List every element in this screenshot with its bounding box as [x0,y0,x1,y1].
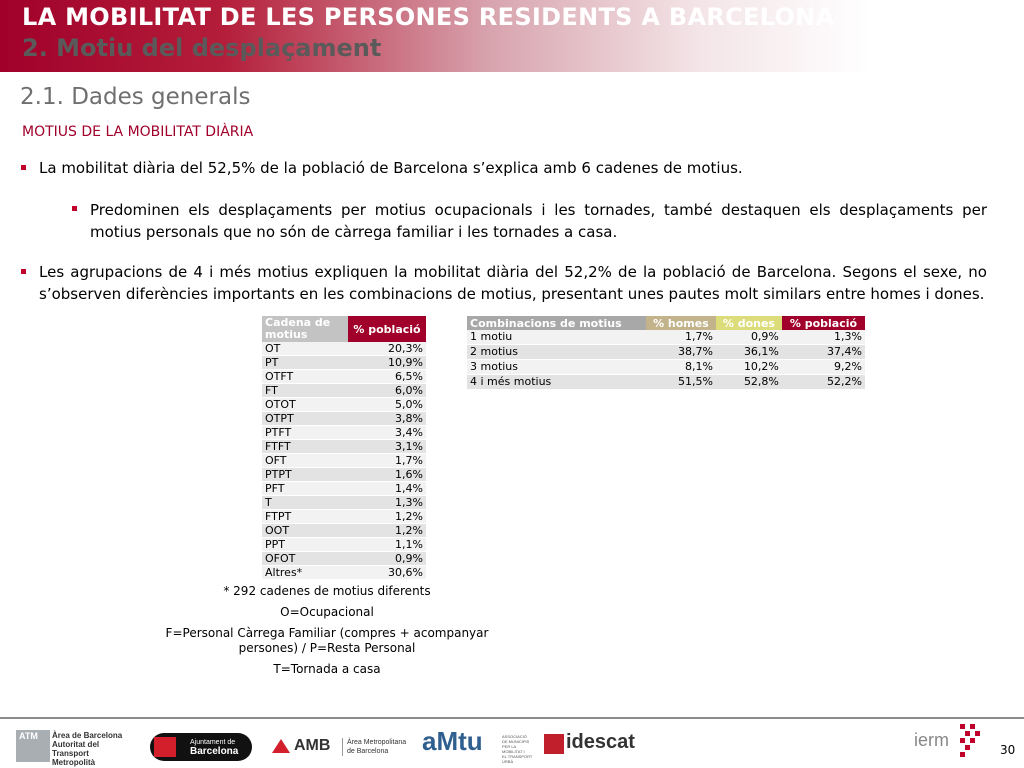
cadena-cell: PT [262,356,348,370]
table-row [262,552,426,566]
section-title: 2.1. Dades generals [20,84,251,110]
percent-cell: 1,3% [782,330,865,345]
note: * 292 cadenes de motius diferents [223,584,431,598]
barcelona-shield-icon [154,737,176,757]
table-row [262,468,426,482]
percent-cell: 0,9% [348,552,426,566]
table-row [262,510,426,524]
amtu-text: PER LA MOBILITAT I [502,744,525,754]
ajuntament-text: Barcelona [190,746,239,757]
combinacions-motius-table [467,316,865,390]
bullet-square-icon [21,165,26,170]
percent-cell: 5,0% [348,398,426,412]
amtu-text: ASSOCIACIÓ [502,734,527,739]
percent-cell: 9,2% [782,360,865,375]
footer-divider [0,717,1024,719]
table-header: % població [782,316,865,330]
cadena-cell: OTOT [262,398,348,412]
cadena-cell: PFT [262,482,348,496]
table-row [467,375,865,390]
percent-cell: 1,3% [348,496,426,510]
percent-cell: 1,4% [348,482,426,496]
percent-cell: 1,7% [646,330,716,345]
table-row [467,360,865,375]
combinacio-cell: 2 motius [467,345,646,360]
cadena-cell: FTPT [262,510,348,524]
amtu-logo [422,726,536,764]
table-row [262,482,426,496]
combinacio-cell: 3 motius [467,360,646,375]
amtu-text: EL TRANSPORT URBÀ [502,754,533,764]
idescat-mark: idescat [566,731,635,753]
table-row [262,384,426,398]
cadena-cell: OOT [262,524,348,538]
cadena-cell: Altres* [262,566,348,580]
percent-cell: 1,2% [348,524,426,538]
cadena-cell: OTPT [262,412,348,426]
percent-cell: 10,2% [716,360,782,375]
cadena-cell: OFT [262,454,348,468]
amb-logo [272,735,412,761]
cadenes-motius-table [262,316,426,580]
table-row [262,398,426,412]
cadena-cell: OTFT [262,370,348,384]
table-row [262,524,426,538]
table-row [262,426,426,440]
table-row [262,566,426,580]
page-number: 30 [1000,743,1016,757]
percent-cell: 8,1% [646,360,716,375]
percent-cell: 10,9% [348,356,426,370]
amb-triangle-icon [272,739,290,753]
percent-cell: 1,7% [348,454,426,468]
percent-cell: 3,8% [348,412,426,426]
bullet-item [39,157,987,179]
atm-text: Àrea de Barcelona [52,731,123,740]
table-row [262,496,426,510]
percent-cell: 3,1% [348,440,426,454]
cadena-cell: FT [262,384,348,398]
amb-text: Àrea Metropolitana [347,739,407,746]
cadena-cell: OFOT [262,552,348,566]
bullet-item-nested [90,199,987,243]
table-row [262,454,426,468]
table-header: % població [348,316,426,342]
table-row [262,342,426,356]
table-header: % homes [646,316,716,330]
percent-cell: 37,4% [782,345,865,360]
table-row [262,356,426,370]
table-notes [152,584,502,683]
table-header: Cadena de motius [262,316,348,342]
note: T=Tornada a casa [273,662,381,676]
subsection-title: MOTIUS DE LA MOBILITAT DIÀRIA [22,124,254,140]
table-header: % dones [716,316,782,330]
table-header: Combinacions de motius [467,316,646,330]
cadena-cell: T [262,496,348,510]
bullet-square-icon [21,269,26,274]
bullet-item [39,261,987,305]
atm-text: Autoritat del Transport [52,740,100,758]
percent-cell: 1,1% [348,538,426,552]
note: O=Ocupacional [280,605,374,619]
table-row [467,330,865,345]
cadena-cell: PTFT [262,426,348,440]
combinacio-cell: 4 i més motius [467,375,646,390]
cadena-cell: PPT [262,538,348,552]
percent-cell: 52,2% [782,375,865,390]
idescat-logo [544,732,648,756]
bullet-text: Les agrupacions de 4 i més motius expliquen la mobilitat diària del 52,2% de la població de Barcelona. Segons el sexe, no s’observen diferències importants en les combinacions de motius, presentant unes pautes molt similars entre homes i dones. [39,263,987,303]
bullet-text: La mobilitat diària del 52,5% de la població de Barcelona s’explica amb 6 cadenes de motius. [39,159,743,177]
percent-cell: 1,2% [348,510,426,524]
ierm-mark: ierm [914,730,949,750]
amb-text: de Barcelona [347,748,389,755]
percent-cell: 20,3% [348,342,426,356]
percent-cell: 52,8% [716,375,782,390]
bullet-text: Predominen els desplaçaments per motius ocupacionals i les tornades, també destaquen els desplaçaments per motius personals que no són de càrrega familiar i les tornades a casa. [90,201,987,241]
table-row [262,412,426,426]
percent-cell: 6,0% [348,384,426,398]
table-row [467,345,865,360]
atm-mark: ATM [19,731,38,741]
percent-cell: 1,6% [348,468,426,482]
cadena-cell: FTFT [262,440,348,454]
cadena-cell: PTPT [262,468,348,482]
percent-cell: 6,5% [348,370,426,384]
ierm-logo [914,722,984,756]
page-subtitle: 2. Motiu del desplaçament [22,34,382,62]
bullet-square-icon [72,206,77,211]
combinacio-cell: 1 motiu [467,330,646,345]
atm-logo [16,730,136,767]
percent-cell: 0,9% [716,330,782,345]
table-row [262,370,426,384]
idescat-square-icon [544,734,564,754]
note: F=Personal Càrrega Familiar (compres + acompanyar persones) / P=Resta Personal [165,626,489,655]
percent-cell: 30,6% [348,566,426,580]
amb-mark: AMB [294,737,331,754]
page-title: LA MOBILITAT DE LES PERSONES RESIDENTS A BARCELONA [22,3,835,31]
percent-cell: 3,4% [348,426,426,440]
percent-cell: 51,5% [646,375,716,390]
percent-cell: 36,1% [716,345,782,360]
percent-cell: 38,7% [646,345,716,360]
table-row [262,440,426,454]
amtu-mark: aMtu [422,726,483,756]
cadena-cell: OT [262,342,348,356]
ajuntament-barcelona-logo [150,733,252,761]
title-banner [0,0,1024,72]
atm-text: Metropolità [52,758,96,767]
table-row [262,538,426,552]
ajuntament-text: Ajuntament de [190,739,236,746]
amtu-text: DE MUNICIPIS [502,739,530,744]
